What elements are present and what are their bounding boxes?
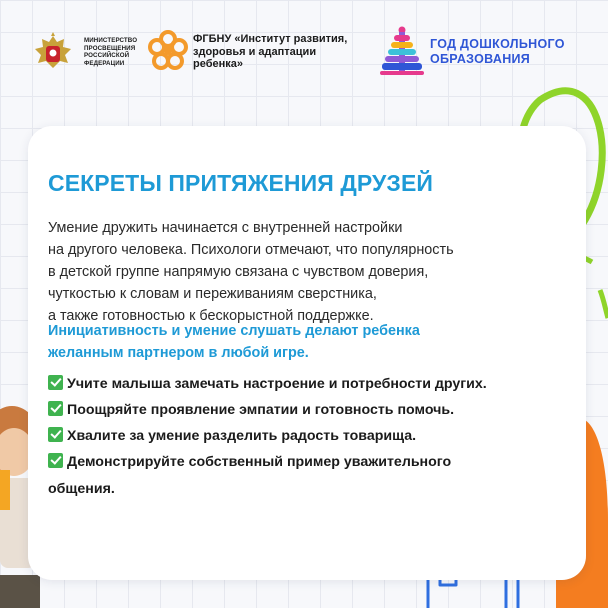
paragraph-line: в детской группе напрямую связана с чувством доверия,	[48, 264, 429, 280]
paragraph-line: а также готовностью к бескорыстной поддержке.	[48, 308, 374, 324]
tip-text: Поощряйте проявление эмпатии и готовность помочь.	[67, 402, 455, 418]
intro-paragraph	[48, 217, 518, 327]
paragraph-line: Умение дружить начинается с внутренней настройки	[48, 220, 403, 236]
institute-logo-icon	[145, 28, 191, 74]
tip-item	[48, 397, 568, 423]
tip-item	[48, 371, 568, 397]
ministry-logo	[30, 30, 140, 74]
tip-text: Учите малыша замечать настроение и потребности других.	[67, 376, 487, 392]
check-icon	[48, 453, 63, 468]
paragraph-line: чуткостью к словам и переживаниям сверстника,	[48, 286, 377, 302]
preschool-year-title: ГОД ДОШКОЛЬНОГО ОБРАЗОВАНИЯ	[430, 37, 565, 66]
check-icon	[48, 427, 63, 442]
check-icon	[48, 375, 63, 390]
ministry-emblem-icon	[30, 30, 76, 76]
check-icon	[48, 401, 63, 416]
preschool-year-logo	[380, 26, 590, 76]
tips-list	[48, 371, 568, 502]
pyramid-toy-icon	[380, 26, 424, 76]
content-card	[28, 126, 586, 580]
tip-text: Хвалите за умение разделить радость товарища.	[67, 428, 417, 444]
paragraph-line: на другого человека. Психологи отмечают, что популярность	[48, 242, 454, 258]
header	[0, 0, 608, 90]
card-title: СЕКРЕТЫ ПРИТЯЖЕНИЯ ДРУЗЕЙ	[48, 170, 434, 196]
tip-text: Демонстрируйте собственный пример уважительного общения.	[48, 454, 452, 497]
ministry-name: МИНИСТЕРСТВО ПРОСВЕЩЕНИЯ РОССИЙСКОЙ ФЕДЕРАЦИИ	[84, 37, 138, 67]
institute-name: ФГБНУ «Институт развития, здоровья и адаптации ребенка»	[193, 33, 348, 70]
institute-logo	[145, 28, 365, 76]
highlight-text: Инициативность и умение слушать делают ребенка желанным партнером в любой игре.	[48, 323, 420, 361]
tip-item	[48, 423, 568, 449]
tip-item	[48, 449, 518, 502]
